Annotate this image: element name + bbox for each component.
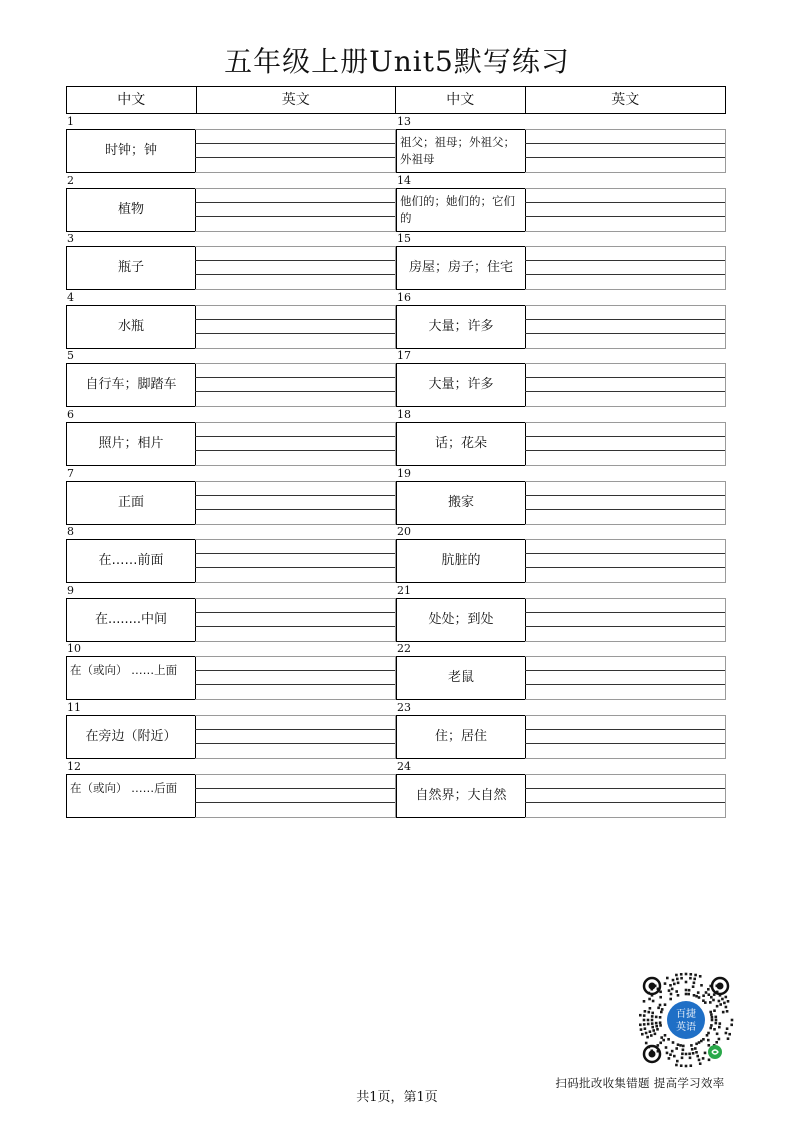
writing-line [195,188,395,189]
english-answer-lines[interactable] [195,246,396,290]
vocab-entry [66,409,396,468]
qr-logo-badge [667,1001,705,1039]
item-number: 15 [397,232,411,246]
chinese-prompt: 植物 [66,188,196,232]
writing-line [525,774,725,775]
vocab-entry [66,526,396,585]
writing-line [525,612,725,613]
vocab-entry [396,761,726,820]
writing-line [525,582,725,583]
grid-row [66,233,726,292]
vocab-entry [396,233,726,292]
english-answer-lines[interactable] [525,129,726,173]
vocab-entry [66,702,396,761]
chinese-prompt: 肮脏的 [396,539,526,583]
writing-line [195,319,395,320]
vocab-entry [396,175,726,234]
header-english-right: 英文 [611,92,640,108]
writing-line [195,743,395,744]
item-number: 19 [397,466,411,480]
writing-line [195,524,395,525]
writing-line [525,202,725,203]
writing-line [525,495,725,496]
writing-line [195,363,395,364]
writing-line [195,670,395,671]
writing-line [195,626,395,627]
writing-line [195,553,395,554]
writing-line [195,260,395,261]
writing-line [195,129,395,130]
writing-line [525,333,725,334]
vocab-entry [66,761,396,820]
writing-line [525,743,725,744]
grid-row [66,702,726,761]
grid-row [66,409,726,468]
writing-line [195,391,395,392]
vocab-entry [66,292,396,351]
writing-line [525,539,725,540]
qr-brand-line1: 百捷 [676,1009,696,1020]
item-number: 4 [67,290,74,304]
vocab-entry [66,116,396,175]
chinese-prompt: 在（或向） ……后面 [66,774,196,818]
item-number: 22 [397,642,411,656]
chinese-prompt: 在（或向） ……上面 [66,656,196,700]
english-answer-lines[interactable] [525,305,726,349]
writing-line [525,699,725,700]
writing-line [195,216,395,217]
item-number: 11 [67,700,81,714]
writing-line [525,363,725,364]
writing-line [525,377,725,378]
writing-line [525,509,725,510]
english-answer-lines[interactable] [525,656,726,700]
writing-line [525,319,725,320]
writing-line [195,348,395,349]
item-number: 21 [397,583,411,597]
writing-line [525,231,725,232]
writing-line [525,670,725,671]
chinese-prompt: 话；花朵 [396,422,526,466]
chinese-prompt: 老鼠 [396,656,526,700]
chinese-prompt: 自然界；大自然 [396,774,526,818]
writing-line [525,598,725,599]
chinese-prompt: 在……前面 [66,539,196,583]
writing-line [195,305,395,306]
writing-line [525,348,725,349]
chinese-prompt: 在旁边（附近） [66,715,196,759]
writing-line [525,715,725,716]
item-number: 3 [67,232,74,246]
item-number: 17 [397,349,411,363]
item-number: 6 [67,407,74,421]
writing-line [525,729,725,730]
writing-line [525,626,725,627]
writing-line [525,436,725,437]
writing-line [195,567,395,568]
qr-code[interactable] [638,972,734,1068]
chinese-prompt: 正面 [66,481,196,525]
writing-line [195,817,395,818]
vocab-entry [396,350,726,409]
writing-line [525,172,725,173]
vocab-entry [396,292,726,351]
writing-line [525,391,725,392]
writing-line [195,509,395,510]
english-answer-lines[interactable] [195,188,396,232]
writing-line [195,274,395,275]
vocab-entry [66,468,396,527]
english-answer-lines[interactable] [525,481,726,525]
writing-line [525,260,725,261]
english-answer-lines[interactable] [195,774,396,818]
writing-line [195,774,395,775]
grid-row [66,526,726,585]
writing-line [195,729,395,730]
writing-line [195,758,395,759]
writing-line [195,377,395,378]
writing-line [525,524,725,525]
vocab-entry [66,233,396,292]
writing-line [195,436,395,437]
english-answer-lines[interactable] [525,363,726,407]
item-number: 14 [397,173,411,187]
chinese-prompt: 照片；相片 [66,422,196,466]
writing-line [195,715,395,716]
qr-brand-line2: 英语 [676,1022,696,1033]
mini-program-icon [708,1045,722,1059]
chinese-prompt: 瓶子 [66,246,196,290]
writing-line [525,406,725,407]
writing-line [195,406,395,407]
writing-line [195,289,395,290]
vocab-entry [396,526,726,585]
english-answer-lines[interactable] [195,481,396,525]
english-answer-lines[interactable] [195,129,396,173]
english-answer-lines[interactable] [525,422,726,466]
writing-line [195,612,395,613]
writing-line [525,641,725,642]
dictation-grid [66,116,726,819]
writing-line [195,231,395,232]
writing-line [525,450,725,451]
grid-row [66,468,726,527]
chinese-prompt: 大量；许多 [396,363,526,407]
english-answer-lines[interactable] [525,188,726,232]
writing-line [195,656,395,657]
header-chinese-right: 中文 [396,87,526,113]
item-number: 2 [67,173,74,187]
item-number: 9 [67,583,74,597]
english-answer-lines[interactable] [195,656,396,700]
writing-line [525,553,725,554]
english-answer-lines[interactable] [195,539,396,583]
writing-line [195,333,395,334]
writing-line [195,465,395,466]
writing-line [525,656,725,657]
english-answer-lines[interactable] [195,305,396,349]
chinese-prompt: 搬家 [396,481,526,525]
item-number: 13 [397,115,411,128]
english-answer-lines[interactable] [195,598,396,642]
writing-line [525,289,725,290]
writing-line [525,274,725,275]
grid-row [66,292,726,351]
english-answer-lines[interactable] [195,422,396,466]
writing-line [195,495,395,496]
writing-line [525,788,725,789]
writing-line [195,450,395,451]
vocab-entry [66,643,396,702]
writing-line [195,246,395,247]
english-answer-lines[interactable] [195,363,396,407]
item-number: 1 [67,115,74,128]
chinese-prompt: 自行车；脚踏车 [66,363,196,407]
writing-line [195,598,395,599]
item-number: 24 [397,759,411,773]
vocab-entry [396,409,726,468]
writing-line [525,129,725,130]
writing-line [195,157,395,158]
grid-row [66,116,726,175]
writing-line [195,172,395,173]
item-number: 20 [397,525,411,539]
writing-line [195,422,395,423]
item-number: 18 [397,407,411,421]
writing-line [525,567,725,568]
writing-line [525,684,725,685]
writing-line [195,143,395,144]
table-header [66,86,726,114]
page-footer: 共1页，第1页 [356,1090,438,1105]
english-answer-lines[interactable] [525,598,726,642]
header-chinese-left: 中文 [67,87,197,113]
item-number: 8 [67,525,74,539]
chinese-prompt: 大量；许多 [396,305,526,349]
vocab-entry [396,702,726,761]
chinese-prompt: 住；居住 [396,715,526,759]
writing-line [195,481,395,482]
writing-line [525,817,725,818]
grid-row [66,643,726,702]
qr-caption: 扫码批改收集错题 提高学习效率 [555,1076,725,1090]
writing-line [525,758,725,759]
writing-line [525,216,725,217]
grid-row [66,175,726,234]
writing-line [525,143,725,144]
writing-line [525,246,725,247]
item-number: 10 [67,642,81,656]
writing-line [525,422,725,423]
header-english-left: 英文 [197,87,396,113]
chinese-prompt: 处处；到处 [396,598,526,642]
writing-line [195,684,395,685]
chinese-prompt: 时钟；钟 [66,129,196,173]
item-number: 5 [67,349,74,363]
writing-line [195,539,395,540]
english-answer-lines[interactable] [525,539,726,583]
grid-row [66,761,726,820]
writing-line [195,699,395,700]
item-number: 12 [67,759,81,773]
writing-line [525,481,725,482]
vocab-entry [396,585,726,644]
english-answer-lines[interactable] [525,715,726,759]
vocab-entry [396,468,726,527]
writing-line [195,202,395,203]
vocab-entry [66,585,396,644]
chinese-prompt: 在........中间 [66,598,196,642]
item-number: 23 [397,700,411,714]
vocab-entry [396,643,726,702]
writing-line [195,582,395,583]
writing-line [525,305,725,306]
chinese-prompt: 他们的；她们的；它们的 [396,188,526,232]
vocab-entry [396,116,726,175]
writing-line [525,157,725,158]
writing-line [525,465,725,466]
vocab-entry [66,175,396,234]
writing-line [195,641,395,642]
writing-line [195,802,395,803]
item-number: 7 [67,466,74,480]
chinese-prompt: 房屋；房子；住宅 [396,246,526,290]
writing-line [525,188,725,189]
chinese-prompt: 水瓶 [66,305,196,349]
grid-row [66,585,726,644]
vocab-entry [66,350,396,409]
item-number: 16 [397,290,411,304]
writing-line [525,802,725,803]
english-answer-lines[interactable] [195,715,396,759]
english-answer-lines[interactable] [525,774,726,818]
grid-row [66,350,726,409]
writing-line [195,788,395,789]
chinese-prompt: 祖父；祖母；外祖父；外祖母 [396,129,526,173]
english-answer-lines[interactable] [525,246,726,290]
page-title: 五年级上册Unit5默写练习 [224,45,570,78]
